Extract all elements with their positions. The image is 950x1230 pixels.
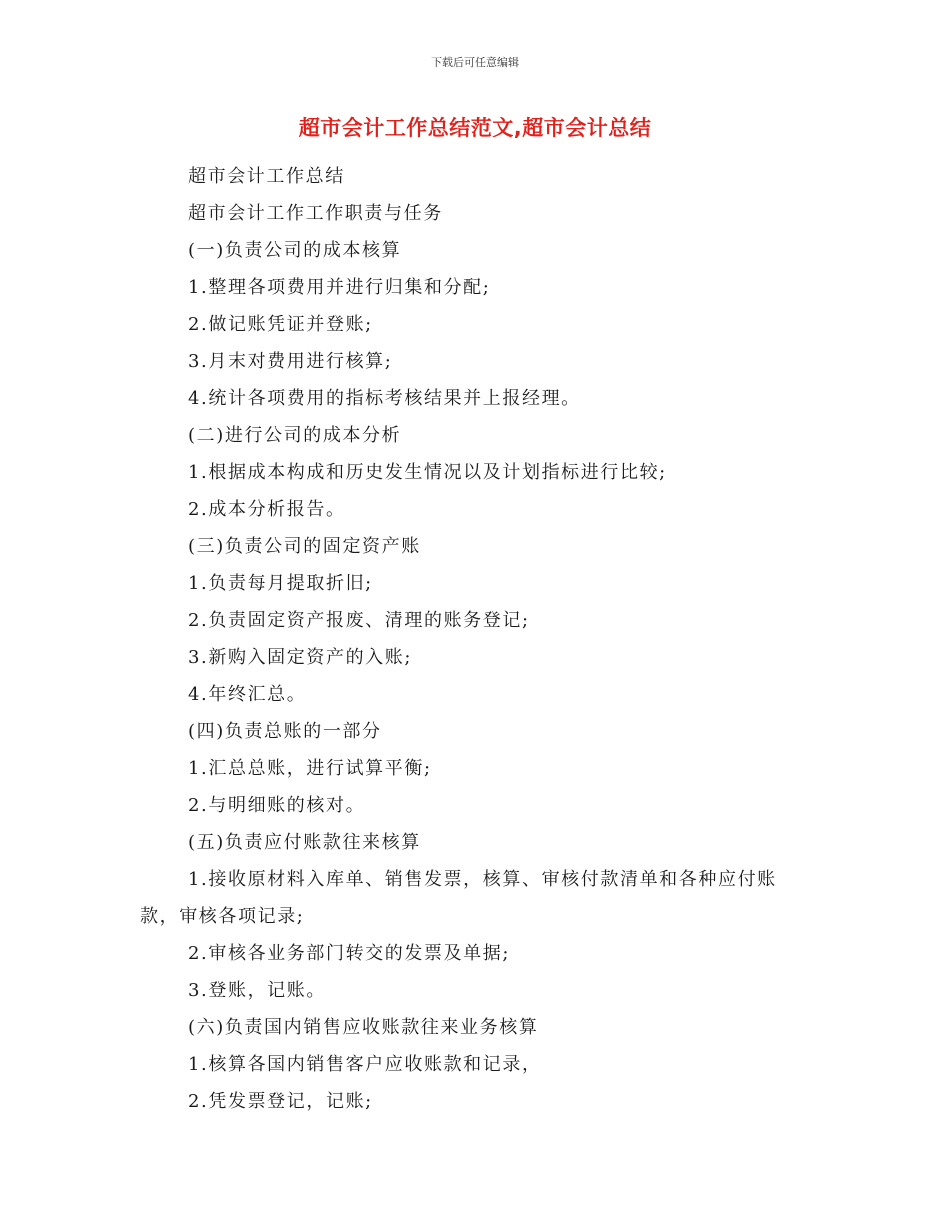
paragraph: 超市会计工作总结 <box>188 166 345 187</box>
header-note: 下载后可任意编辑 <box>431 56 519 69</box>
list-item: 2.与明细账的核对。 <box>188 795 366 816</box>
list-item: 2.凭发票登记，记账; <box>188 1091 373 1112</box>
list-item: 1.整理各项费用并进行归集和分配; <box>188 277 491 298</box>
list-item: 1.根据成本构成和历史发生情况以及计划指标进行比较; <box>188 462 667 483</box>
section-heading: (五)负责应付账款往来核算 <box>188 832 421 853</box>
list-item: 2.审核各业务部门转交的发票及单据; <box>188 943 511 964</box>
list-item: 1.负责每月提取折旧; <box>188 573 373 594</box>
section-heading: (六)负责国内销售应收账款往来业务核算 <box>188 1017 539 1038</box>
list-item: 4.年终汇总。 <box>188 684 307 705</box>
list-item: 1.核算各国内销售客户应收账款和记录， <box>188 1054 542 1075</box>
section-heading: (二)进行公司的成本分析 <box>188 425 402 446</box>
document-title: 超市会计工作总结范文,超市会计总结 <box>298 116 652 140</box>
list-item: 3.新购入固定资产的入账; <box>188 647 413 668</box>
list-item: 2.做记账凭证并登账; <box>188 314 373 335</box>
list-item: 3.月末对费用进行核算; <box>188 351 393 372</box>
list-item: 2.负责固定资产报废、清理的账务登记; <box>188 610 530 631</box>
section-heading: (四)负责总账的一部分 <box>188 721 382 742</box>
paragraph: 超市会计工作工作职责与任务 <box>188 203 443 224</box>
list-item: 4.统计各项费用的指标考核结果并上报经理。 <box>188 388 581 409</box>
list-item: 1.汇总总账，进行试算平衡; <box>188 758 432 779</box>
document-body <box>140 158 810 1120</box>
section-heading: (三)负责公司的固定资产账 <box>188 536 421 557</box>
list-item: 2.成本分析报告。 <box>188 499 346 520</box>
list-item: 1.接收原材料入库单、销售发票，核算、审核付款清单和各种应付账款，审核各项记录; <box>140 869 777 927</box>
section-heading: (一)负责公司的成本核算 <box>188 240 402 261</box>
list-item: 3.登账，记账。 <box>188 980 326 1001</box>
